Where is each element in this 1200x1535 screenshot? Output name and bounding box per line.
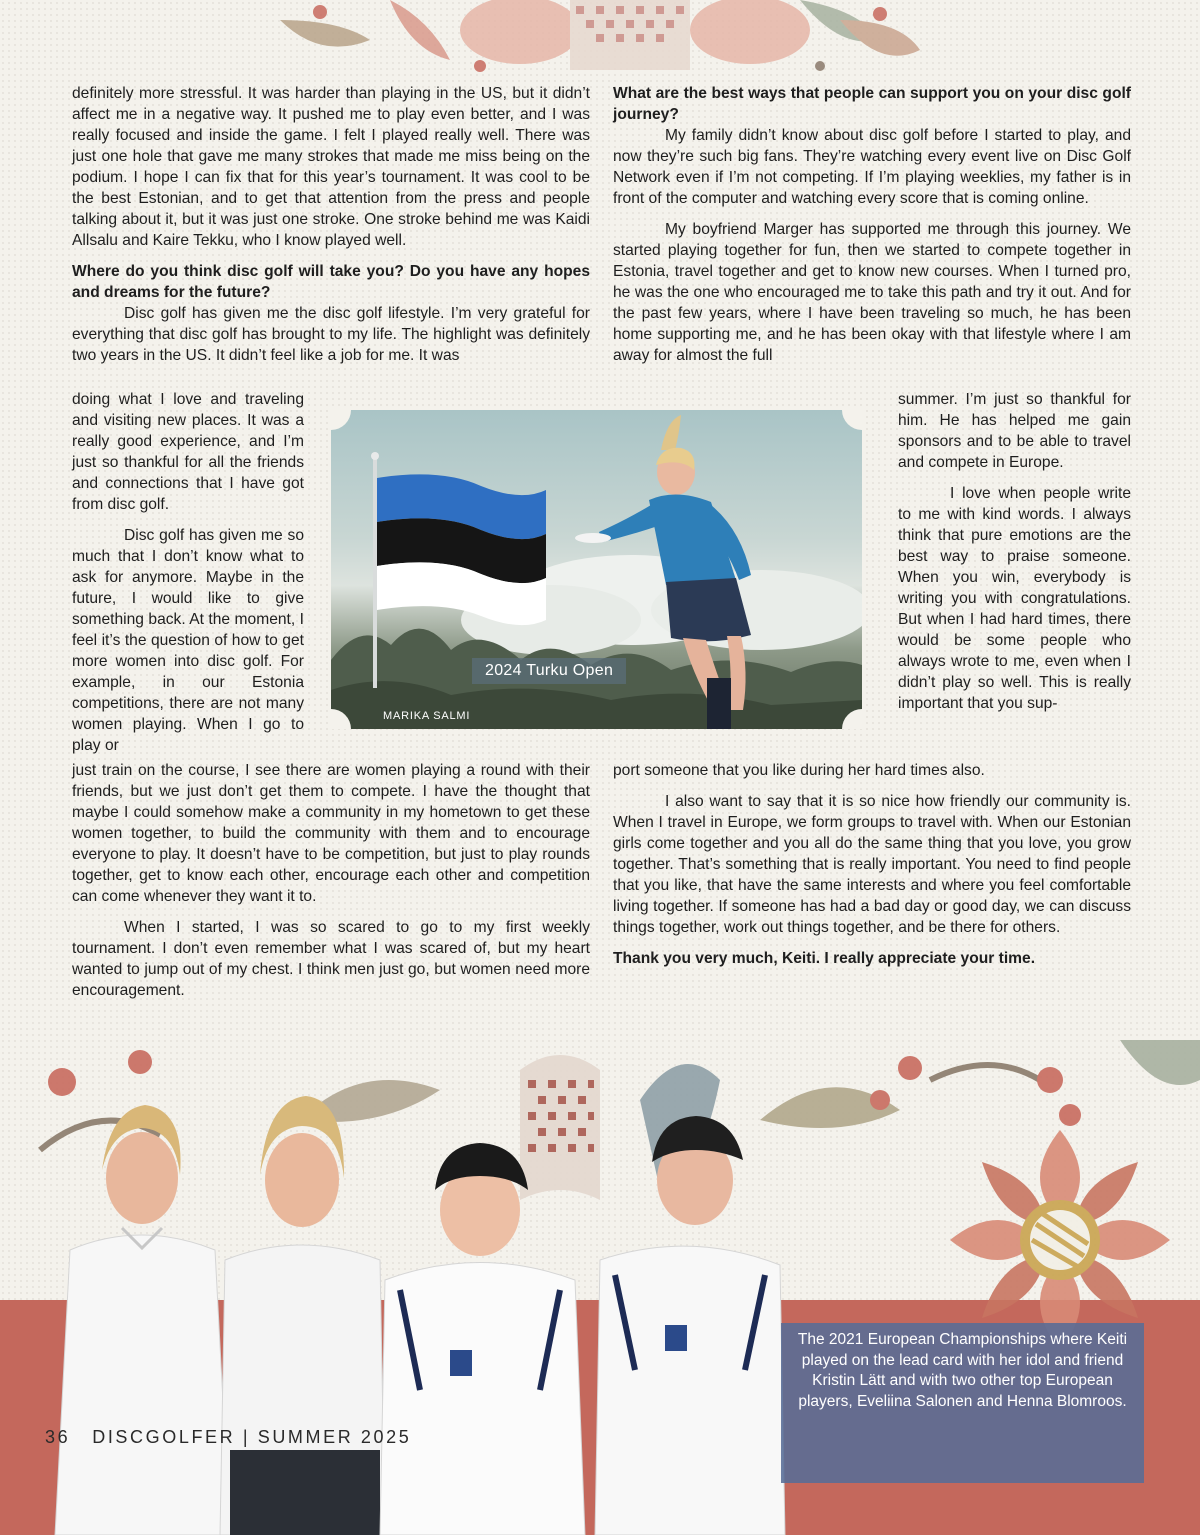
answer-paragraph: Disc golf has given me so much that I don’t know what to ask for anymore. Maybe in the future, I would like to give something back. At the moment, I feel it’s the question of how to get more women into disc golf. For example, in our Estonia competitions, there are not many women playing. When I go to play or	[72, 527, 304, 754]
left-column-wrap	[72, 389, 304, 756]
photo-caption: 2024 Turku Open	[472, 658, 626, 684]
left-column-top	[72, 83, 590, 366]
answer-paragraph: I love when people write to me with kind words. I always think that pure emotions are the best way to praise someone. When you win, everybody is writing you with congratulations. But when I had hard times, there would be some people who always wrote to me, even when I didn’t play so well. This is really important that you sup-	[898, 485, 1131, 712]
right-column-wrap	[898, 389, 1131, 714]
left-column-bottom	[72, 760, 590, 1001]
publication-issue: DISCGOLFER | SUMMER 2025	[92, 1427, 412, 1447]
right-column-bottom	[613, 760, 1131, 969]
answer-paragraph-continued: summer. I’m just so thankful for him. He has helped me gain sponsors and to be able to travel and compete in Europe.	[898, 391, 1131, 471]
page-footer	[45, 1427, 411, 1448]
answer-paragraph: Disc golf has given me the disc golf lifestyle. I’m very grateful for everything that disc golf has brought to my life. The highlight was definitely two years in the US. It didn’t feel like a job for me. It was	[72, 305, 590, 364]
answer-paragraph: My boyfriend Marger has supported me through this journey. We started playing together for fun, then we started to compete together in Estonia, travel together and get to know new courses. When I turned pro, he was the one who encouraged me to take this path and try it out. And for the past few years, where I have been traveling so much, he has been home supporting me, and he has been okay with that lifestyle where I am away for almost the full	[613, 221, 1131, 364]
team-photo-2021-european-championships	[40, 1060, 800, 1535]
player-figure	[220, 1096, 385, 1535]
answer-paragraph: My family didn’t know about disc golf before I started to play, and now they’re such big fans. They’re watching every event live on Disc Golf Network even if I’m not competing. If I’m playing weeklies, my father is in front of the computer and watching every score that is coming online.	[613, 127, 1131, 207]
player-figure	[55, 1105, 230, 1535]
answer-paragraph-continued: doing what I love and traveling and visiting new places. It was a really good experience, and I’m just so thankful for all the friends and connections that I have got from disc golf.	[72, 391, 304, 513]
closing-statement: Thank you very much, Keiti. I really appreciate your time.	[613, 950, 1036, 967]
answer-paragraph: definitely more stressful. It was harder than playing in the US, but it didn’t affect me in a negative way. It pushed me to play even better, and I was really focused and inside the game. I felt I played really well. There was just one hole that gave me many strokes that made me miss being on the podium. I hope I can fix that for this year’s tournament. It was cool to be the best Estonian, and to get that attention from the press and people talking about it, but it was just one stroke. One stroke behind me was Kaidi Allsalu and Kaire Tekku, who I know played well.	[72, 85, 590, 249]
team-photo-caption: The 2021 European Championships where Keiti played on the lead card with her idol and friend Kristin Lätt and with two other top European players, Eveliina Salonen and Henna Blomroos.	[781, 1323, 1144, 1483]
top-floral-ornament	[280, 0, 920, 80]
interview-question: What are the best ways that people can support you on your disc golf journey?	[613, 85, 1131, 123]
answer-paragraph-continued: port someone that you like during her hard times also.	[613, 762, 985, 779]
right-column-top	[613, 83, 1131, 366]
answer-paragraph: I also want to say that it is so nice how friendly our community is. When I travel in Europe, we form groups to travel with. When our Estonian girls come together and you all do the same thing that you love, you grow together. That’s something that is really important. You need to find people that you like, that have the same interests and where you feel comfortable living together. If someone has had a bad day or good day, we can discuss things together, work out things together, and be there for others.	[613, 793, 1131, 936]
interview-question: Where do you think disc golf will take you? Do you have any hopes and dreams for the future?	[72, 263, 590, 301]
player-figure	[380, 1143, 585, 1535]
answer-paragraph-continued: just train on the course, I see there are women playing a round with their friends, but we just don’t get them to compete. I have the thought that maybe I could somehow make a community in my hometown to get these women together, to build the community with them and to encourage everyone to play. It doesn’t have to be competition, but just to play rounds together, get to know each other, encourage each other and competition can come whenever they want it to.	[72, 762, 590, 905]
page-number: 36	[45, 1427, 71, 1447]
photo-credit: MARIKA SALMI	[383, 710, 471, 722]
player-figure	[595, 1116, 785, 1535]
answer-paragraph: When I started, I was so scared to go to my first weekly tournament. I don’t even remember what I was scared of, but my heart wanted to jump out of my chest. I think men just go, but women need more encouragement.	[72, 919, 590, 999]
